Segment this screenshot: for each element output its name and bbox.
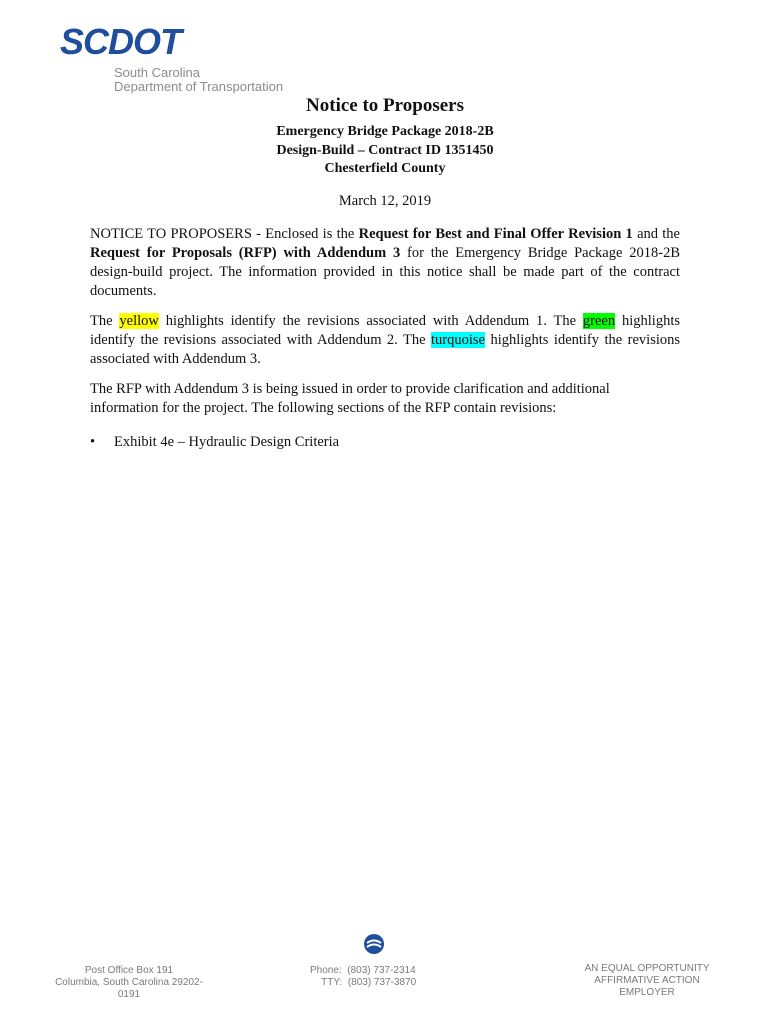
phone-label: Phone: (310, 965, 342, 976)
list-item (90, 433, 339, 452)
footer-eeo (566, 963, 728, 999)
paragraph-highlights (90, 312, 680, 369)
notice-date: March 12, 2019 (338, 193, 432, 209)
bullet-text: Exhibit 4e – Hydraulic Design Criteria (114, 434, 340, 450)
eeo-line-2: AFFIRMATIVE ACTION EMPLOYER (594, 975, 700, 998)
state-seal-icon (362, 932, 386, 956)
yellow-highlight: yellow (119, 313, 159, 329)
subtitle-line-1: Emergency Bridge Package 2018-2B (276, 124, 494, 139)
para2-text-3: highlights identify the revisions associated with Addendum 2. The (90, 313, 681, 348)
footer-contact (310, 965, 440, 989)
subtitle-line-3: Chesterfield County (324, 161, 446, 176)
footer-address (44, 965, 214, 1001)
green-highlight: green (582, 313, 616, 329)
para2-text-2: highlights identify the revisions associated with Addendum 1. The (158, 313, 583, 329)
tty-label: TTY: (321, 977, 343, 988)
paragraph-intro (90, 225, 680, 301)
org-line-2: Department of Transportation (114, 79, 284, 94)
turquoise-highlight: turquoise (431, 332, 485, 348)
para2-text-4: highlights identify the revisions associated with Addendum 3. (90, 332, 681, 367)
phone-number: (803) 737-2314 (347, 965, 416, 976)
subtitle-line-2: Design-Build – Contract ID 1351450 (276, 143, 494, 158)
para1-bold-1: Request for Best and Final Offer Revision 1 (358, 226, 633, 242)
address-line-1: Post Office Box 191 (84, 965, 174, 976)
eeo-line-1: AN EQUAL OPPORTUNITY (584, 963, 710, 974)
org-line-1: South Carolina (114, 65, 200, 80)
bullet-list (90, 433, 339, 452)
tty-number: (803) 737-3870 (347, 977, 417, 988)
para2-text-1: The (90, 313, 120, 329)
bullet-dot: • (90, 434, 96, 450)
address-line-2: Columbia, South Carolina 29202-0191 (55, 977, 203, 1000)
logo-org-name (114, 66, 283, 94)
para1-text-1: NOTICE TO PROPOSERS - Enclosed is the (90, 226, 359, 242)
para1-text-3: for the Emergency Bridge Package 2018-2B design-build project. The information provided in this notice shall be made part of the contract documents. (90, 245, 680, 299)
logo-wordmark: SCDOT (60, 21, 181, 62)
scdot-logo (52, 22, 314, 94)
para1-bold-2: Request for Proposals (RFP) with Addendum 3 (90, 245, 401, 261)
paragraph-revisions: The RFP with Addendum 3 is being issued in order to provide clarification and additional information for the project. The following sections of the RFP contain revisions: (90, 381, 610, 416)
para1-text-2: and the (632, 226, 680, 242)
page-title: Notice to Proposers (306, 95, 464, 116)
